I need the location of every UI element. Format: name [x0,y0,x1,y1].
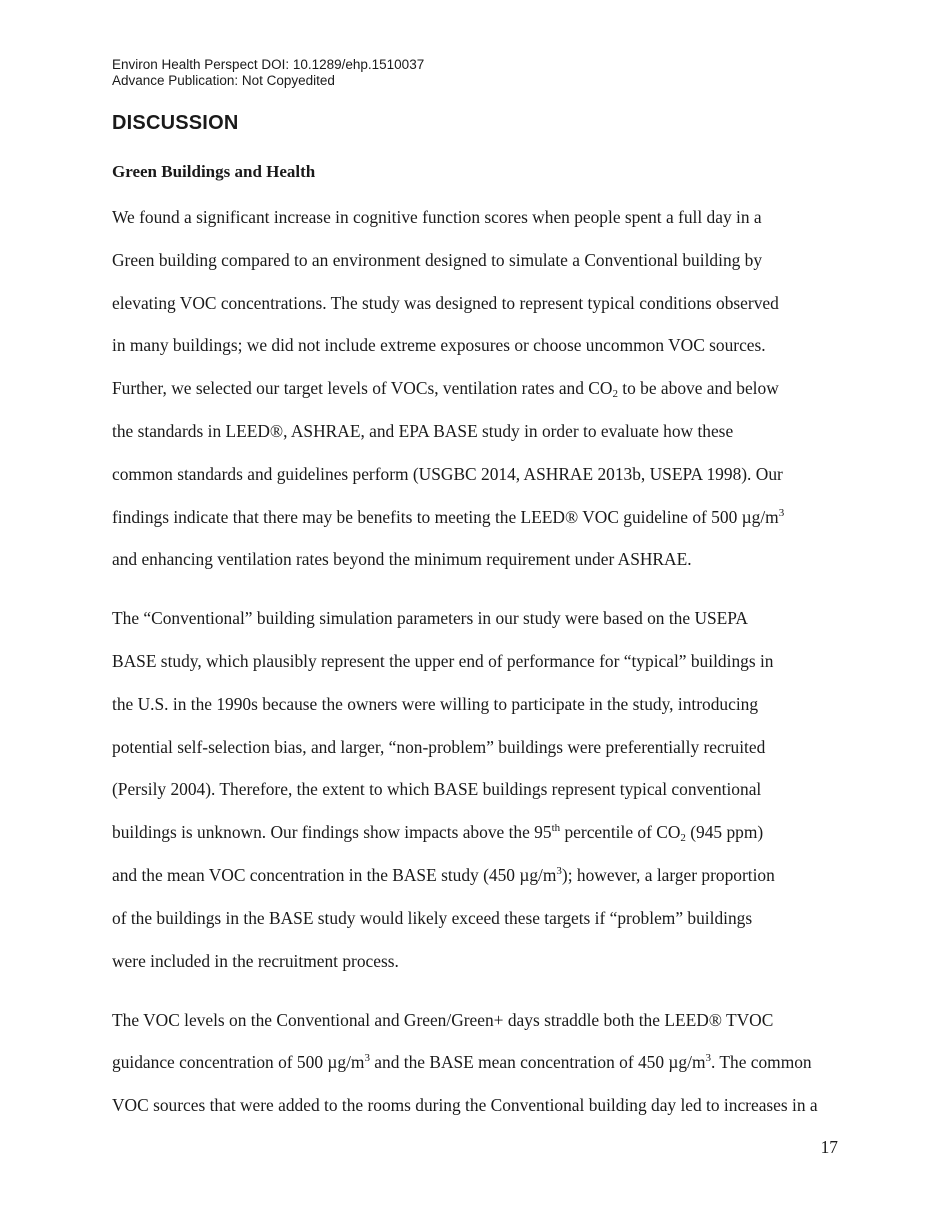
publication-status-line: Advance Publication: Not Copyedited [112,72,335,88]
body-line: were included in the recruitment process. [112,951,399,971]
body-line: the standards in LEED®, ASHRAE, and EPA BASE study in order to evaluate how these [112,421,734,441]
body-line: (Persily 2004). Therefore, the extent to which BASE buildings represent typical conventional [112,779,762,799]
body-line: common standards and guidelines perform (USGBC 2014, ASHRAE 2013b, USEPA 1998). Our [112,464,783,484]
body-line: The “Conventional” building simulation parameters in our study were based on the USEPA [112,608,748,628]
body-line: and the mean VOC concentration in the BASE study (450 $\mu g/m^3$); however, a larger proportion [112,865,775,885]
journal-doi-line: Environ Health Perspect DOI: 10.1289/ehp.1510037 [112,57,425,72]
page-number: 17 [820,1137,838,1157]
body-line: We found a significant increase in cognitive function scores when people spent a full day in a [112,207,762,227]
body-line: buildings is unknown. Our findings show impacts above the 95th percentile of $CO_2$ (945 ppm) [112,822,764,844]
subsection-title: Green Buildings and Health [112,162,316,181]
body-line: Further, we selected our target levels of VOCs, ventilation rates and $CO_2$ to be above and below [112,378,779,400]
body-line: BASE study, which plausibly represent the upper end of performance for “typical” buildings in [112,651,774,671]
body-line: VOC sources that were added to the rooms during the Conventional building day led to increases in a [112,1095,818,1115]
body-line: potential self-selection bias, and larger, “non-problem” buildings were preferentially recruited [112,737,766,757]
body-line: of the buildings in the BASE study would likely exceed these targets if “problem” buildings [112,908,753,928]
body-line: Green building compared to an environment designed to simulate a Conventional building by [112,250,763,270]
body-line: findings indicate that there may be benefits to meeting the LEED® VOC guideline of 500 $\mu g/m^3$ [112,507,785,527]
body-line: the U.S. in the 1990s because the owners were willing to participate in the study, introducing [112,694,759,714]
body-line: elevating VOC concentrations. The study was designed to represent typical conditions observed [112,293,779,313]
body-line: The VOC levels on the Conventional and Green/Green+ days straddle both the LEED® TVOC [112,1010,774,1030]
body-line: guidance concentration of 500 $\mu g/m^3$ and the BASE mean concentration of 450 $\mu g/m^3$. The common [112,1052,812,1072]
running-header [112,57,424,88]
body-line: in many buildings; we did not include extreme exposures or choose uncommon VOC sources. [112,335,766,355]
section-title: DISCUSSION [112,112,239,134]
body-line: and enhancing ventilation rates beyond the minimum requirement under ASHRAE. [112,549,692,569]
